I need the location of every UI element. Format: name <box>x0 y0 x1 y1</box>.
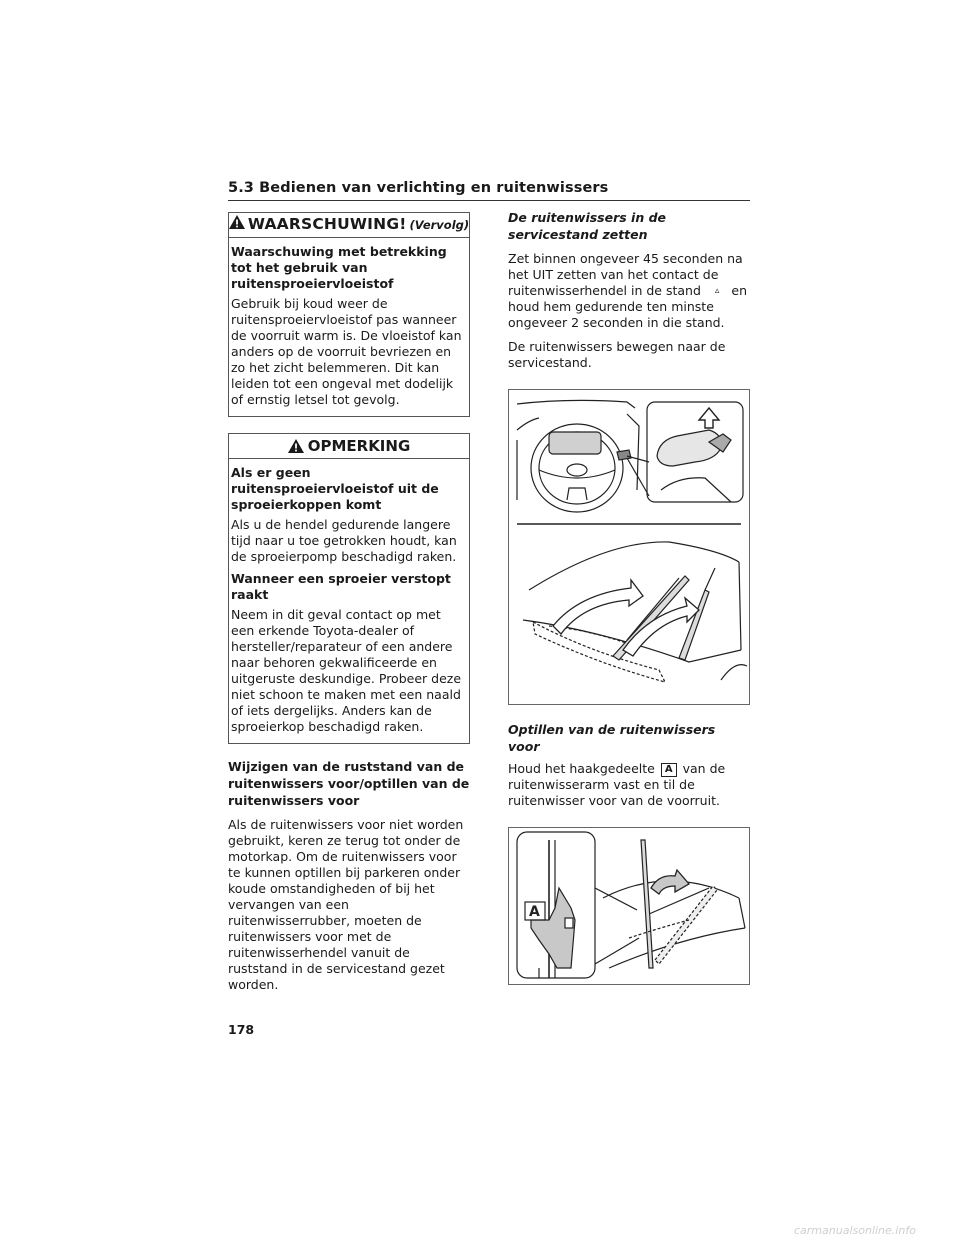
note-heading-1: Als er geen ruitensproeiervloeistof uit de sproeierkoppen komt <box>231 465 439 512</box>
lift-text-b: van de ruitenwisserarm vast en til de ruitenwisser voor van de voorruit. <box>508 761 726 808</box>
page-number: 178 <box>228 1022 255 1037</box>
service-heading: De ruitenwissers in de servicestand zetten <box>508 210 667 242</box>
service-position-figure <box>508 389 750 705</box>
note-body-1: Als u de hendel gedurende langere tijd naar u toe getrokken houdt, kan de sproeierpomp beschadigd raken. <box>231 517 457 564</box>
lift-heading: Optillen van de ruitenwissers voor <box>508 722 716 754</box>
right-column <box>508 209 750 985</box>
warning-body: Gebruik bij koud weer de ruitensproeiervloeistof pas wanneer de voorruit warm is. De vloeistof kan anders op de voorruit bevriezen en zo het zicht belemmeren. Dit kan leiden tot een ongeval met dodelijk of ernstig letsel tot gevolg. <box>231 296 462 407</box>
note-box <box>228 433 470 744</box>
svg-text:carmanualsonline.info: carmanualsonline.info <box>794 1224 916 1237</box>
lift-paragraph <box>508 761 750 809</box>
service-text-a: Zet binnen ongeveer 45 seconden na het UIT zetten van het contact de ruitenwisserhendel in de stand <box>508 251 743 298</box>
warning-title: WAARSCHUWING! <box>247 215 407 233</box>
warning-triangle-icon <box>229 215 245 229</box>
section-heading: Wijzigen van de ruststand van de ruitenwissers voor/optillen van de ruitenwissers voor <box>228 759 470 808</box>
lift-wiper-illustration <box>509 828 749 984</box>
service-position-illustration <box>509 390 749 704</box>
note-title: OPMERKING <box>307 437 411 455</box>
caution-triangle-icon <box>288 439 304 453</box>
note-heading-2: Wanneer een sproeier verstopt raakt <box>231 571 451 602</box>
watermark-logo <box>794 1223 954 1237</box>
warning-continued: (Vervolg) <box>409 218 470 232</box>
section-body: Als de ruitenwissers voor niet worden gebruikt, keren ze terug tot onder de motorkap. Om de ruitenwissers voor te kunnen optillen bij parkeren onder koude omstandigheden of bij het vervangen van een ruitenwisserrubber, moeten de ruitenwissers voor met de ruitenwisserhendel vanuit de ruststand in de servicestand gezet worden. <box>228 817 464 992</box>
note-title-bar <box>229 434 469 459</box>
warning-heading: Waarschuwing met betrekking tot het gebruik van ruitensproeiervloeistof <box>231 244 447 291</box>
left-column <box>228 212 470 993</box>
service-text-b: en houd hem gedurende ten minste ongeveer 2 seconden in die stand. <box>508 283 748 330</box>
figure-label-a: A <box>529 904 540 920</box>
note-body-2: Neem in dit geval contact op met een erkende Toyota-dealer of hersteller/reparateur of een andere naar behoren gekwalificeerde en uitgeruste deskundige. Probeer deze niet schoon te maken met een naald of iets dergelijks. Anders kan de sproeierkop beschadigd raken. <box>231 607 462 734</box>
service-paragraph-1 <box>508 251 750 331</box>
warning-box <box>228 212 470 417</box>
label-a-badge: A <box>661 763 677 777</box>
lift-text-a: Houd het haakgedeelte <box>508 761 655 776</box>
lift-wiper-figure <box>508 827 750 985</box>
page-header: 5.3 Bedienen van verlichting en ruitenwissers <box>228 180 750 201</box>
service-paragraph-2: De ruitenwissers bewegen naar de servicestand. <box>508 339 726 370</box>
mist-position-icon: ▵ <box>714 286 720 296</box>
warning-title-bar <box>229 213 469 238</box>
